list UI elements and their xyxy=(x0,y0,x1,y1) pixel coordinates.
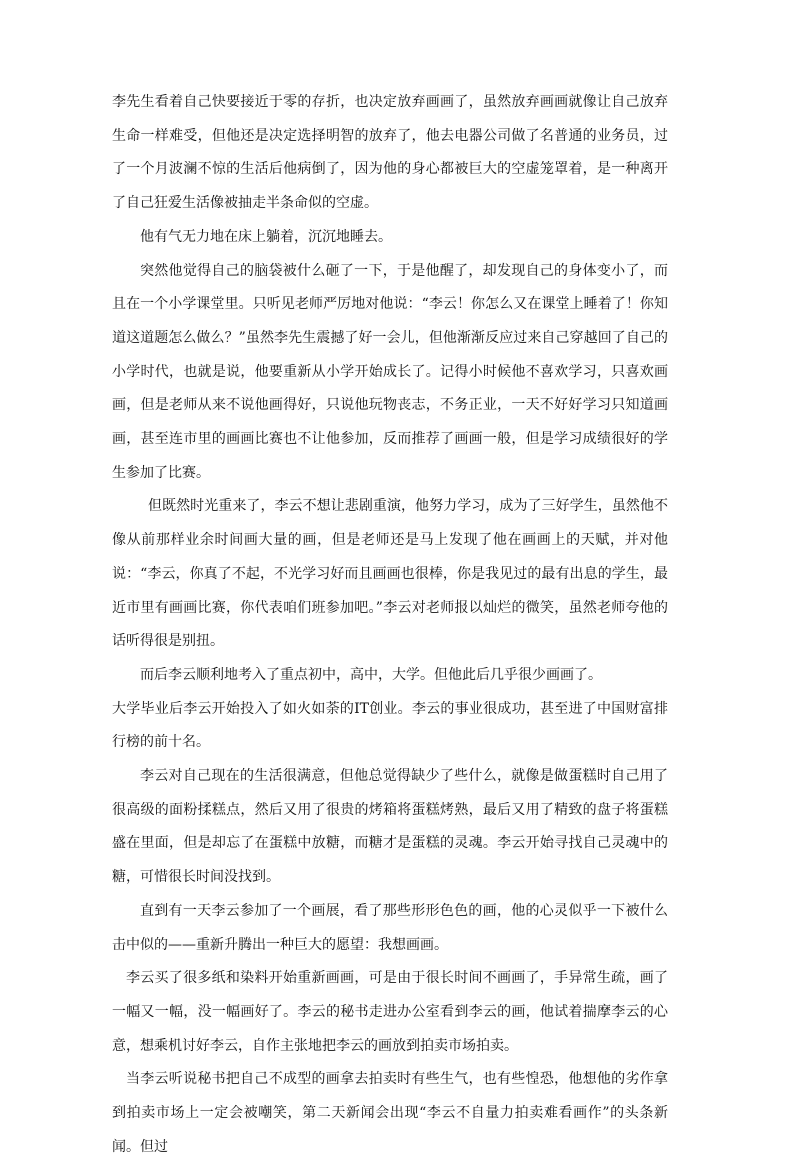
paragraph: 直到有一天李云参加了一个画展，看了那些形形色色的画，他的心灵似乎一下被什么击中似的——重新升腾出一种巨大的愿望：我想画画。 xyxy=(112,902,668,953)
paragraph: 李云对自己现在的生活很满意，但他总觉得缺少了些什么，就像是做蛋糕时自己用了很高级的面粉揉糕点，然后又用了很贵的烤箱将蛋糕烤熟，最后又用了精致的盘子将蛋糕盛在里面，但是却忘了在蛋糕中放糖，而糖才是蛋糕的灵魂。李云开始寻找自己灵魂中的糖，可惜很长时间没找到。 xyxy=(112,768,668,886)
body-text xyxy=(112,86,668,1165)
paragraph: 李先生看着自己快要接近于零的存折，也决定放弃画画了，虽然放弃画画就像让自己放弃生命一样难受，但他还是决定选择明智的放弃了，他去电器公司做了名普通的业务员，过了一个月波澜不惊的生活后他病倒了，因为他的身心都被巨大的空虚笼罩着，是一种离开了自己狂爱生活像被抽走半条命似的空虚。 xyxy=(112,94,668,212)
paragraph: 但既然时光重来了，李云不想让悲剧重演，他努力学习，成为了三好学生，虽然他不像从前那样业余时间画大量的画，但是老师还是马上发现了他在画画上的天赋，并对他说：“李云，你真了不起，不光学习好而且画画也很棒，你是我见过的最有出息的学生，最近市里有画画比赛，你代表咱们班参加吧。”李云对老师报以灿烂的微笑，虽然老师夸他的话听得很是别扭。 xyxy=(112,498,668,650)
paragraph: 李云买了很多纸和染料开始重新画画，可是由于很长时间不画画了，手异常生疏，画了一幅又一幅，没一幅画好了。李云的秘书走进办公室看到李云的画，他试着揣摩李云的心意，想乘机讨好李云，自作主张地把李云的画放到拍卖市场拍卖。 xyxy=(112,970,668,1054)
paragraph: 大学毕业后李云开始投入了如火如荼的IT创业。李云的事业很成功，甚至进了中国财富排行榜的前十名。 xyxy=(112,700,668,751)
paragraph: 他有气无力地在床上躺着，沉沉地睡去。 xyxy=(140,228,392,245)
paragraph: 而后李云顺利地考入了重点初中，高中，大学。但他此后几乎很少画画了。 xyxy=(140,666,602,683)
paragraph: 当李云听说秘书把自己不成型的画拿去拍卖时有些生气，也有些惶恐，他想他的劣作拿到拍卖市场上一定会被嘲笑，第二天新闻会出现“李云不自量力拍卖难看画作”的头条新闻。但过 xyxy=(112,1071,668,1155)
paragraph: 突然他觉得自己的脑袋被什么砸了一下，于是他醒了，却发现自己的身体变小了，而且在一个小学课堂里。只听见老师严厉地对他说：“李云！你怎么又在课堂上睡着了！你知道这道题怎么做么？”虽然李先生震撼了好一会儿，但他渐渐反应过来自己穿越回了自己的小学时代，也就是说，他要重新从小学开始成长了。记得小时候他不喜欢学习，只喜欢画画，但是老师从来不说他画得好，只说他玩物丧志，不务正业，一天不好好学习只知道画画，甚至连市里的画画比赛也不让他参加，反而推荐了画画一般，但是学习成绩很好的学生参加了比赛。 xyxy=(112,262,668,481)
